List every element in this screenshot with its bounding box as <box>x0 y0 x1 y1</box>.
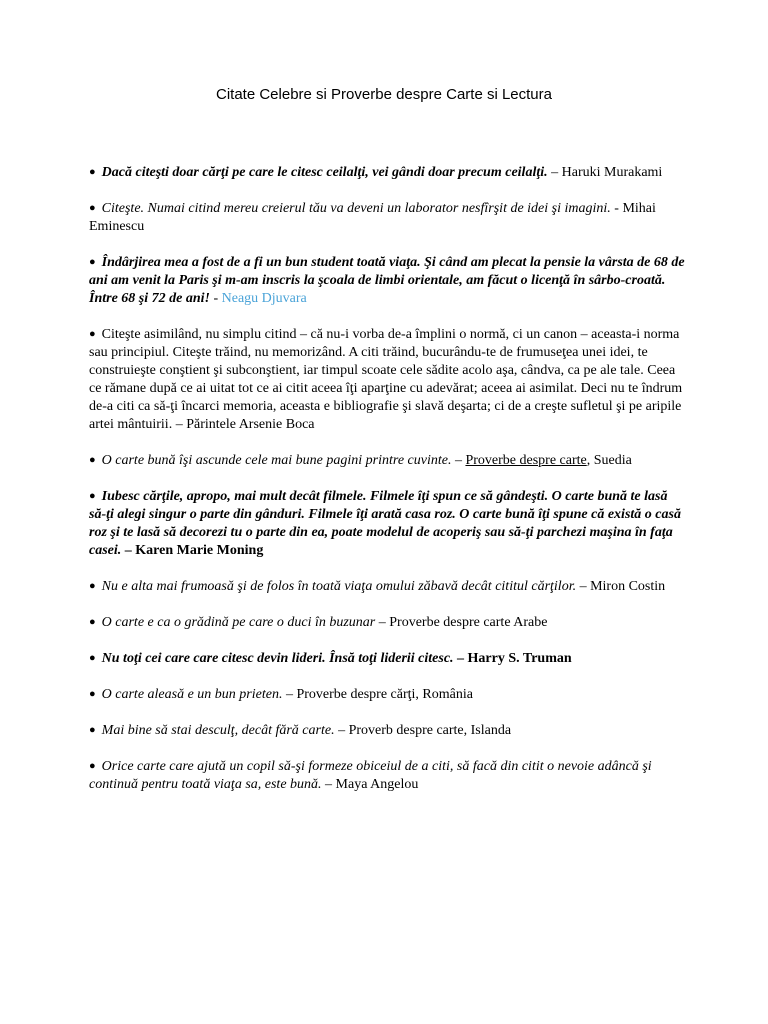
quote-country: , Suedia <box>586 453 632 468</box>
quote-text: Dacă citeşti doar cărţi pe care le citesc ceilalţi, vei gândi doar precum ceilalţi. <box>101 165 548 180</box>
quote-separator: – <box>375 615 390 630</box>
quote-author: Părintele Arsenie Boca <box>186 417 315 432</box>
list-item <box>89 325 685 434</box>
bullet-icon: ● <box>89 760 96 772</box>
quote-author: Maya Angelou <box>335 777 419 792</box>
quote-separator: – <box>121 543 136 558</box>
list-item <box>89 757 685 794</box>
quote-text: Îndârjirea mea a fost de a fi un bun student toată viaţa. Şi când am plecat la pensie la vârsta de 68 de ani am venit la Paris şi m-am inscris la şcoala de limbi orientale, am făcut o licenţă în sârbo-croată. Între 68 şi 72 de ani! <box>89 255 685 306</box>
bullet-icon: ● <box>89 580 96 592</box>
quote-separator: – <box>172 417 187 432</box>
quote-author: Miron Costin <box>590 579 666 594</box>
bullet-icon: ● <box>89 328 96 340</box>
list-item <box>89 163 685 182</box>
quote-text: Citeşte asimilând, nu simplu citind – că nu-i vorba de-a împlini o normă, ci un canon – aceasta-i norma sau principiul. Citeşte trăind, nu memorizând. A citi trăind, bucurându-te de frumuseţea unei idei, te construieşte conştient şi subconştient, iar timpul scoate cele sădite acolo aşa, cândva, ca pe ale tale. Ceea ce rămane după ce ai uitat tot ce ai citit aceea îţi aparţine cu adevărat; aceea ai asimilat. Deci nu te îndrum de-a citi ca să-ţi încarci memoria, aceasta e bibliografie şi slavă deşarta; ci de a creşte sufletul şi pe aripile artei mântuirii. <box>89 327 683 432</box>
list-item <box>89 451 685 470</box>
bullet-icon: ● <box>89 490 96 502</box>
list-item <box>89 577 685 596</box>
quote-text: Mai bine să stai desculţ, decât fără carte. <box>101 723 335 738</box>
quote-separator: – <box>453 651 468 666</box>
bullet-icon: ● <box>89 202 96 214</box>
list-item <box>89 685 685 704</box>
quote-author: Harry S. Truman <box>467 651 572 666</box>
quote-author: Haruki Murakami <box>561 165 663 180</box>
quote-text: Nu toţi cei care care citesc devin lideri. Însă toţi liderii citesc. <box>101 651 454 666</box>
quote-author: Proverbe despre cărţi, România <box>296 687 473 702</box>
quote-separator: – <box>321 777 336 792</box>
quote-text: O carte aleasă e un bun prieten. <box>101 687 283 702</box>
quote-separator: – <box>547 165 562 180</box>
list-item <box>89 253 685 308</box>
list-item <box>89 487 685 560</box>
quote-text: O carte e ca o grădină pe care o duci în buzunar <box>101 615 376 630</box>
quote-separator: – <box>576 579 591 594</box>
quote-text: Orice carte care ajută un copil să-şi formeze obiceiul de a citi, să facă din citit o nevoie adâncă şi continuă pentru toată viaţa sa, este bună. <box>89 759 652 792</box>
list-item <box>89 613 685 632</box>
list-item <box>89 649 685 668</box>
quote-separator: – <box>282 687 297 702</box>
quote-separator: - <box>610 201 623 216</box>
bullet-icon: ● <box>89 454 96 466</box>
author-link[interactable]: Neagu Djuvara <box>221 291 307 306</box>
quote-text: Nu e alta mai frumoasă şi de folos în toată viaţa omului zăbavă decât cititul cărţilor. <box>101 579 577 594</box>
bullet-icon: ● <box>89 688 96 700</box>
bullet-icon: ● <box>89 616 96 628</box>
list-item <box>89 199 685 236</box>
bullet-icon: ● <box>89 724 96 736</box>
quote-separator: – <box>334 723 349 738</box>
quote-separator: – <box>451 453 466 468</box>
quote-author: Mihai Eminescu <box>89 201 656 234</box>
quote-separator: - <box>209 291 222 306</box>
quote-text: Iubesc cărţile, apropo, mai mult decât filmele. Filmele îţi spun ce să gândeşti. O carte bună te lasă să-ţi alegi singur o parte din gânduri. Filmele îţi arată casa roz. O carte bună îţi spune că există o casă roz şi te lasă să decorezi tu o parte din ea, poate modelul de acoperiş sau să-ţi parchezi maşina în faţa casei. <box>89 489 681 558</box>
quote-list <box>89 163 685 811</box>
quote-author: Proverbe despre carte Arabe <box>389 615 548 630</box>
quote-text: Citeşte. Numai citind mereu creierul tău va deveni un laborator nesfîrşit de idei şi imagini. <box>101 201 611 216</box>
list-item <box>89 721 685 740</box>
quote-author: Proverb despre carte, Islanda <box>348 723 512 738</box>
source-link[interactable]: Proverbe despre carte <box>465 453 587 468</box>
quote-author: Karen Marie Moning <box>135 543 264 558</box>
bullet-icon: ● <box>89 652 96 664</box>
quote-text: O carte bună îşi ascunde cele mai bune pagini printre cuvinte. <box>101 453 452 468</box>
bullet-icon: ● <box>89 166 96 178</box>
bullet-icon: ● <box>89 256 96 268</box>
document-title: Citate Celebre si Proverbe despre Carte si Lectura <box>216 86 552 103</box>
